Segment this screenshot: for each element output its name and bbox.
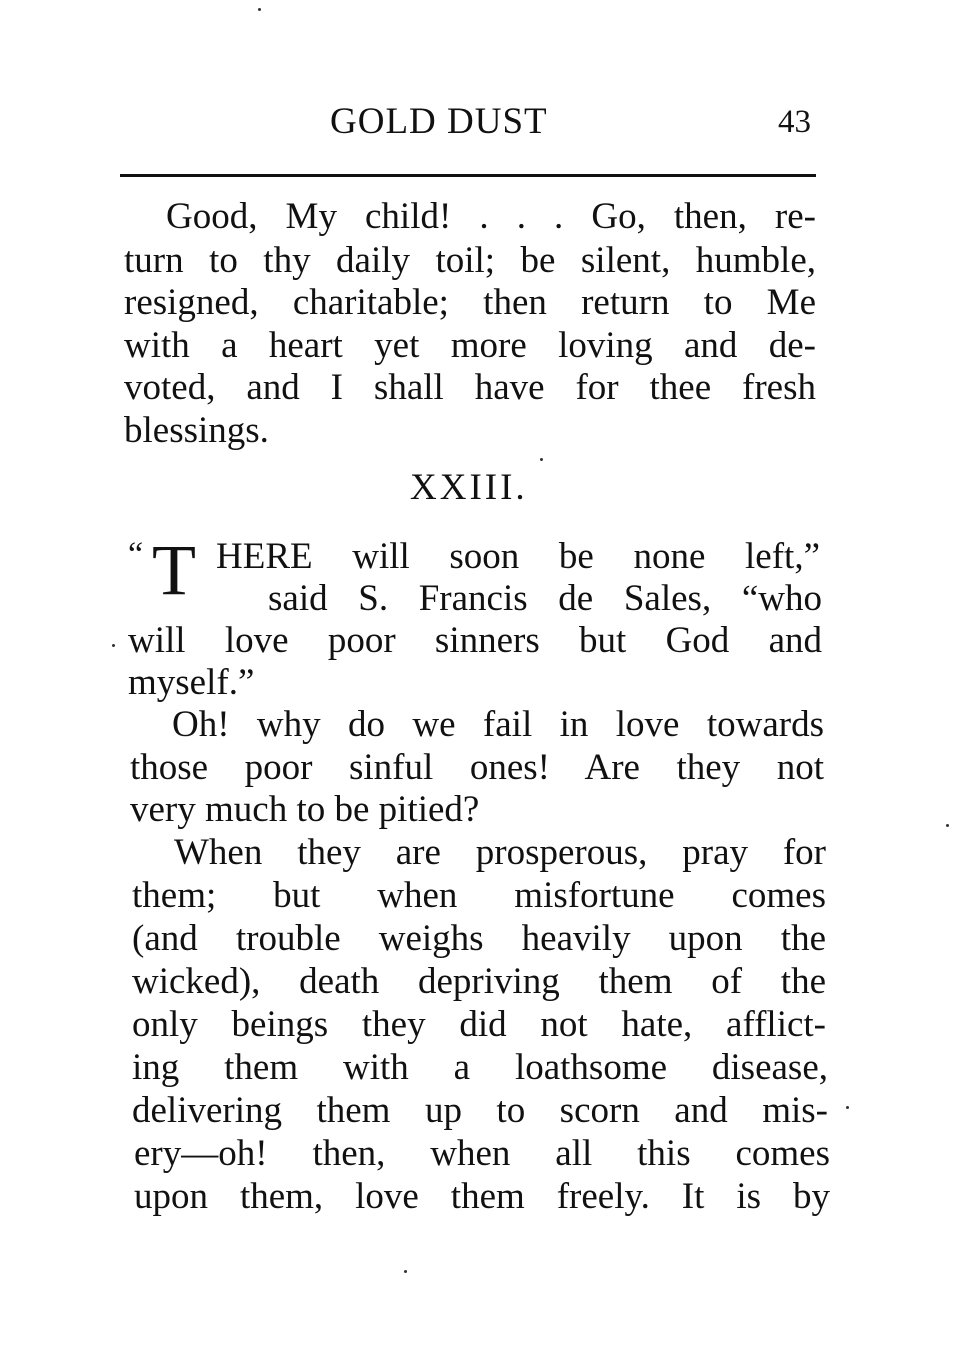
scan-speck (258, 8, 261, 11)
intro-line-4: with a heart yet more loving and de- (124, 325, 816, 366)
body-line-7: very much to be pitied? (130, 789, 480, 830)
page-number: 43 (778, 104, 811, 140)
scan-speck (404, 1270, 407, 1273)
body-line-16: upon them, love them freely. It is by (134, 1176, 830, 1217)
body-line-8: When they are prosperous, pray for (174, 832, 826, 873)
body-line-2: said S. Francis de Sales, “who (268, 578, 822, 619)
body-line-9: them; but when misfortune comes (132, 875, 826, 916)
body-line-5: Oh! why do we fail in love towards (172, 704, 824, 745)
body-line-3: will love poor sinners but God and (128, 620, 822, 661)
body-line-15: ery—oh! then, when all this comes (134, 1133, 830, 1174)
intro-line-3: resigned, charitable; then return to Me (124, 282, 816, 323)
intro-line-5: voted, and I shall have for thee fresh (124, 367, 816, 408)
body-line-6: those poor sinful ones! Are they not (130, 747, 824, 788)
opening-quote: “ (128, 536, 144, 573)
scan-speck (846, 1106, 849, 1109)
section-heading: XXIII. (410, 467, 528, 508)
body-line-12: only beings they did not hate, afflict- (132, 1004, 826, 1045)
intro-line-6: blessings. (124, 410, 269, 451)
scan-speck (112, 644, 115, 647)
body-line-14: delivering them up to scorn and mis- (132, 1090, 828, 1131)
intro-line-2: turn to thy daily toil; be silent, humble, (124, 240, 816, 281)
body-line-4: myself.” (128, 662, 255, 703)
body-line-13: ing them with a loathsome disease, (132, 1047, 828, 1088)
scan-speck (946, 824, 949, 827)
body-line-10: (and trouble weighs heavily upon the (132, 918, 826, 959)
scan-speck (540, 458, 543, 461)
running-title: GOLD DUST (330, 101, 548, 142)
header-rule (120, 174, 816, 177)
drop-cap: T (152, 530, 196, 610)
body-line-1: HERE will soon be none left,” (216, 536, 820, 577)
body-line-11: wicked), death depriving them of the (132, 961, 826, 1002)
intro-line-1: Good, My child! . . . Go, then, re- (166, 196, 816, 237)
